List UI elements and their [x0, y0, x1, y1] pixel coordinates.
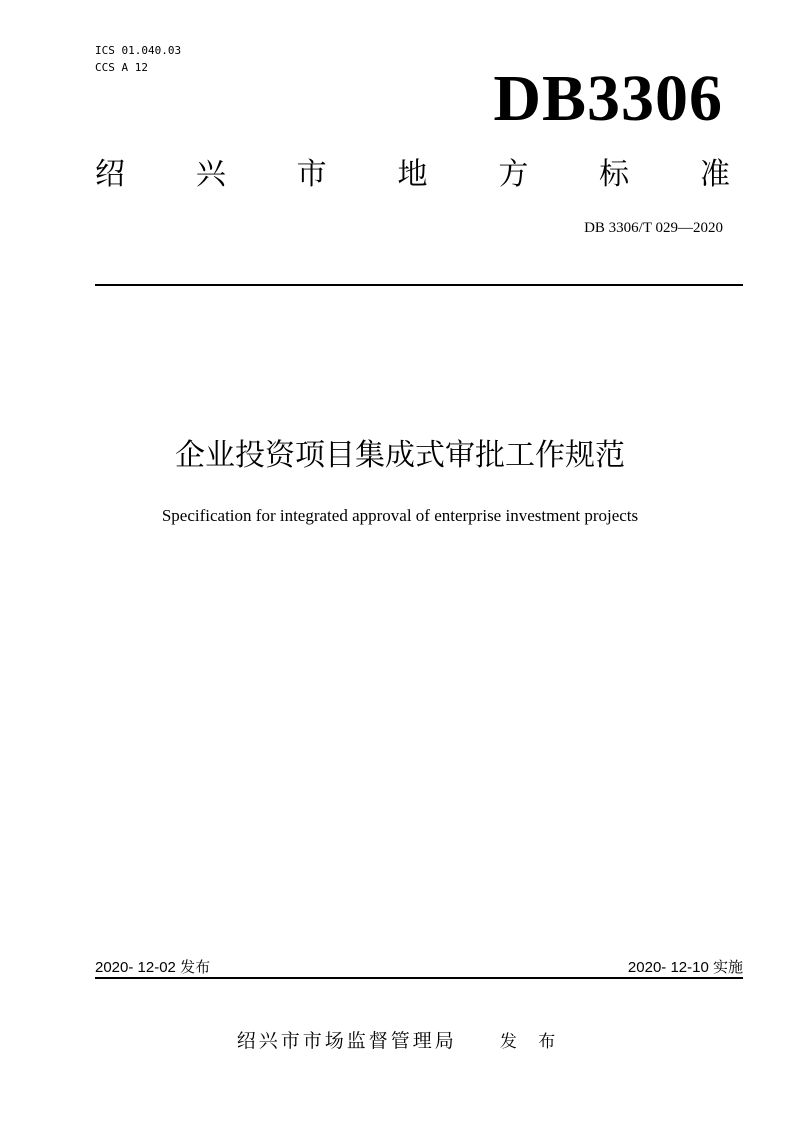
standard-type-char: 绍	[95, 157, 125, 192]
issuing-organization: 绍兴市市场监督管理局	[236, 1030, 457, 1052]
standard-type-char: 兴	[195, 157, 226, 192]
standard-type-char: 地	[397, 157, 428, 192]
document-title-chinese: 企业投资项目集成式审批工作规范	[175, 438, 625, 473]
issuer-action: 发 布	[499, 1032, 564, 1052]
ics-code: ICS 01.040.03	[95, 44, 182, 57]
standard-type-char: 标	[599, 157, 630, 192]
issuer-line	[0, 1028, 800, 1055]
standard-number: DB 3306/T 029—2020	[584, 220, 723, 236]
standard-type-char: 准	[699, 157, 730, 192]
document-title-english: Specification for integrated approval of enterprise investment projects	[161, 506, 639, 525]
standard-type	[95, 155, 730, 195]
issue-date: 2020- 12-02 发布	[95, 959, 211, 976]
implementation-date: 2020- 12-10 实施	[627, 959, 743, 976]
standard-code: DB3306	[493, 62, 723, 135]
header-divider	[95, 284, 743, 286]
standard-type-char: 市	[296, 157, 327, 192]
footer-divider	[95, 977, 743, 979]
ccs-code: CCS A 12	[95, 61, 148, 74]
standard-type-char: 方	[498, 157, 529, 192]
classification-codes	[95, 42, 181, 76]
